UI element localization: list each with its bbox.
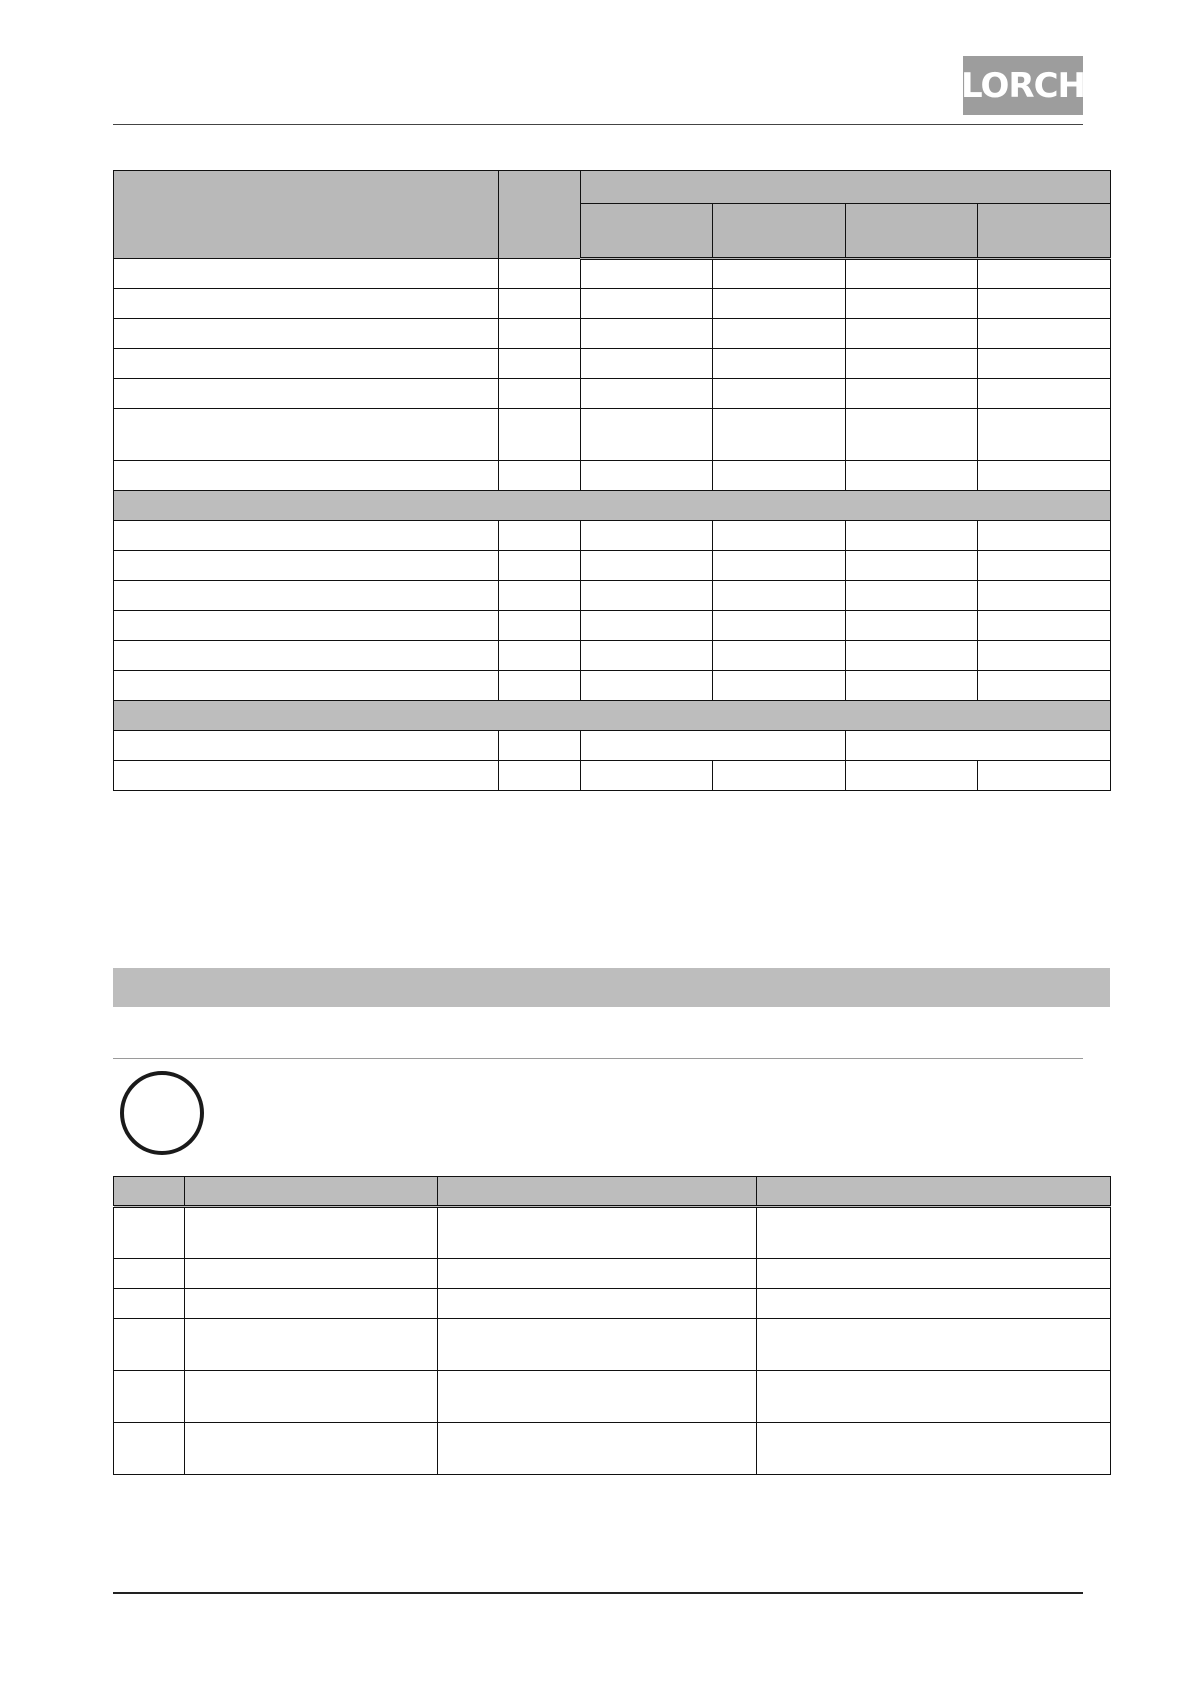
- table-row: [114, 259, 1111, 289]
- table-row: [114, 731, 1111, 761]
- table-row: [114, 1289, 1111, 1319]
- info-icon: [120, 1071, 204, 1155]
- spec-header-cell: [499, 171, 581, 259]
- table-row: [114, 379, 1111, 409]
- section-divider: [113, 1058, 1083, 1059]
- table-row: [114, 611, 1111, 641]
- spec-header-cell: [581, 204, 713, 259]
- list-header-cell: [438, 1177, 757, 1207]
- table-row: [114, 1423, 1111, 1475]
- table-row: [114, 671, 1111, 701]
- lorch-logo: LORCH: [963, 56, 1083, 115]
- table-row: [114, 409, 1111, 461]
- section-band-row: [114, 701, 1111, 731]
- list-table: [113, 1176, 1111, 1475]
- table-row: [114, 581, 1111, 611]
- table-row: [114, 1207, 1111, 1259]
- table-row: [114, 319, 1111, 349]
- header-divider: [113, 124, 1083, 125]
- table-row: [114, 461, 1111, 491]
- section-band-row: [114, 491, 1111, 521]
- spec-header-row: [114, 171, 1111, 204]
- table-row: [114, 1319, 1111, 1371]
- list-header-row: [114, 1177, 1111, 1207]
- list-header-cell: [757, 1177, 1111, 1207]
- spec-header-cell: [713, 204, 846, 259]
- table-row: [114, 641, 1111, 671]
- spec-header-cell: [846, 204, 978, 259]
- table-row: [114, 521, 1111, 551]
- table-row: [114, 289, 1111, 319]
- table-row: [114, 349, 1111, 379]
- list-header-cell: [185, 1177, 438, 1207]
- table-row: [114, 761, 1111, 791]
- list-header-cell: [114, 1177, 185, 1207]
- footer-divider: [113, 1592, 1083, 1594]
- table-row: [114, 1371, 1111, 1423]
- spec-header-cell: [114, 171, 499, 259]
- spec-header-cell: [581, 171, 1111, 204]
- section-heading-bar: [113, 968, 1110, 1007]
- spec-header-cell: [978, 204, 1111, 259]
- table-row: [114, 1259, 1111, 1289]
- spec-table: [113, 170, 1111, 791]
- table-row: [114, 551, 1111, 581]
